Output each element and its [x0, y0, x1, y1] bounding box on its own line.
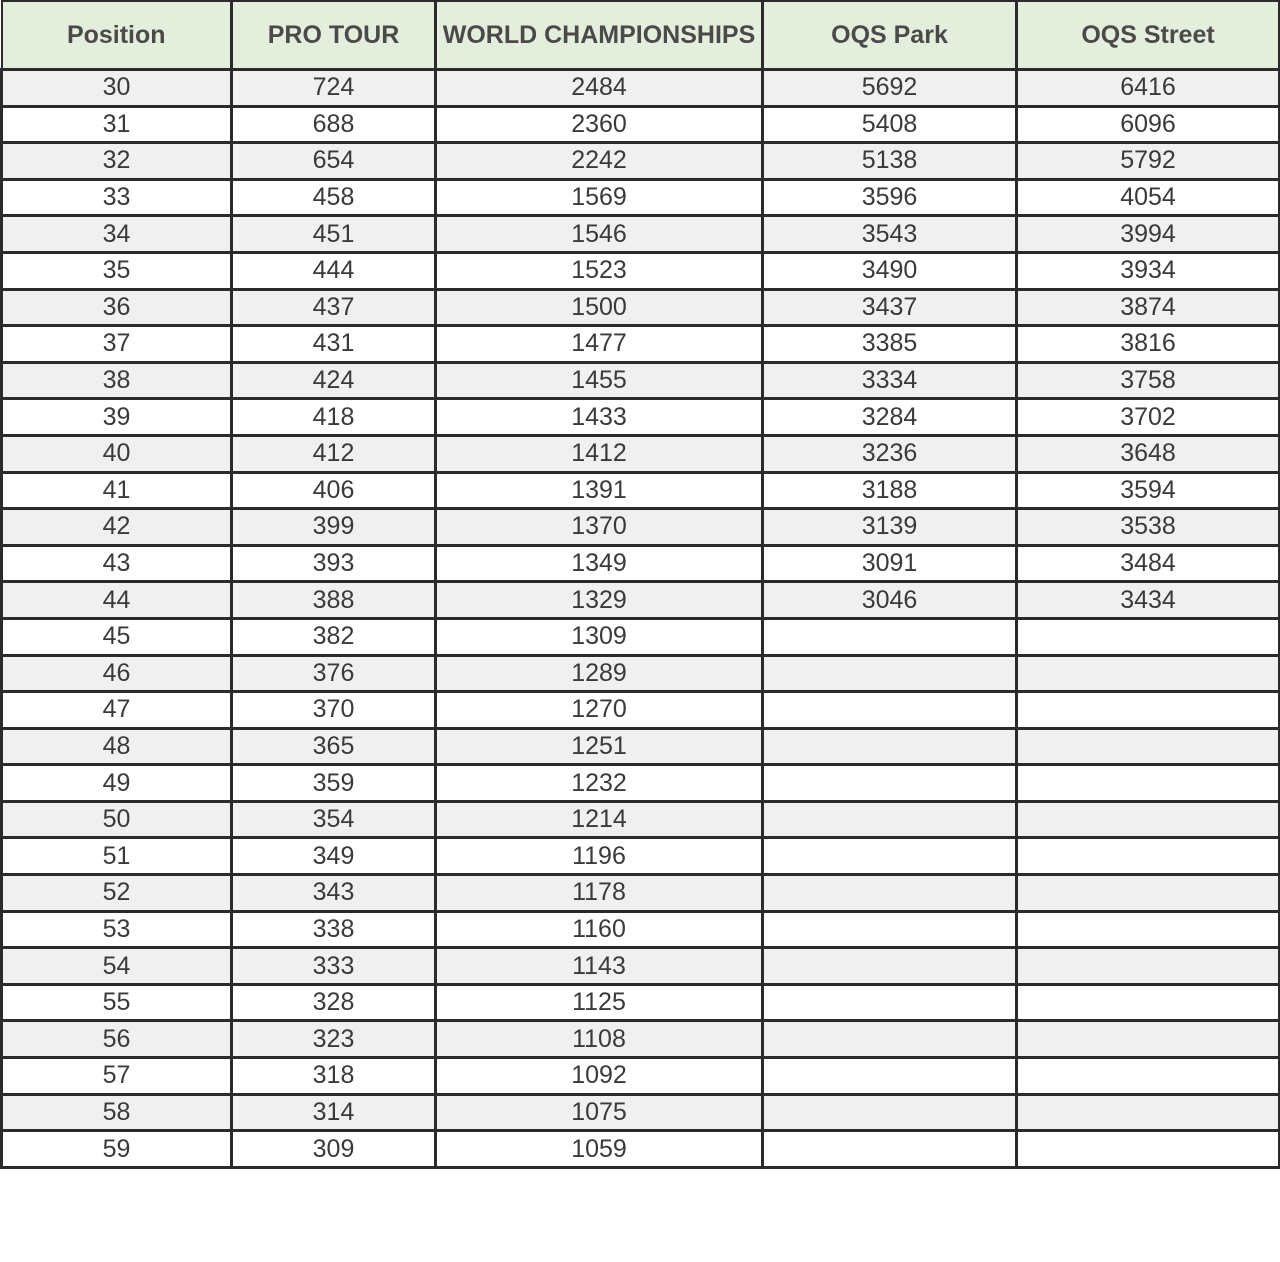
- world-championships-cell: 1125: [436, 984, 763, 1021]
- world-championships-cell: 1289: [436, 655, 763, 692]
- position-cell: 52: [2, 875, 232, 912]
- table-row: [2, 582, 1280, 619]
- table-row: [2, 948, 1280, 985]
- header-row: [2, 1, 1280, 70]
- oqs-street-cell: 3994: [1017, 216, 1280, 253]
- oqs-park-cell: 3490: [763, 252, 1017, 289]
- position-cell: 46: [2, 655, 232, 692]
- oqs-street-cell: [1017, 655, 1280, 692]
- oqs-street-cell: 3648: [1017, 435, 1280, 472]
- position-cell: 32: [2, 143, 232, 180]
- oqs-street-cell: [1017, 765, 1280, 802]
- world-championships-cell: 2242: [436, 143, 763, 180]
- pro-tour-cell: 354: [232, 801, 436, 838]
- world-championships-cell: 1309: [436, 618, 763, 655]
- oqs-street-cell: [1017, 1058, 1280, 1095]
- pro-tour-cell: 328: [232, 984, 436, 1021]
- position-cell: 47: [2, 692, 232, 729]
- oqs-park-cell: 3543: [763, 216, 1017, 253]
- pro-tour-cell: 376: [232, 655, 436, 692]
- world-championships-cell: 1143: [436, 948, 763, 985]
- oqs-park-cell: [763, 728, 1017, 765]
- position-cell: 40: [2, 435, 232, 472]
- oqs-park-cell: [763, 1131, 1017, 1168]
- world-championships-cell: 1059: [436, 1131, 763, 1168]
- position-cell: 31: [2, 106, 232, 143]
- position-cell: 57: [2, 1058, 232, 1095]
- pro-tour-cell: 418: [232, 399, 436, 436]
- oqs-park-cell: [763, 618, 1017, 655]
- oqs-park-cell: 3385: [763, 326, 1017, 363]
- pro-tour-cell: 318: [232, 1058, 436, 1095]
- world-championships-cell: 1477: [436, 326, 763, 363]
- table-row: [2, 399, 1280, 436]
- position-cell: 44: [2, 582, 232, 619]
- oqs-street-cell: [1017, 801, 1280, 838]
- world-championships-cell: 1433: [436, 399, 763, 436]
- pro-tour-cell: 412: [232, 435, 436, 472]
- oqs-park-cell: [763, 1021, 1017, 1058]
- pro-tour-cell: 399: [232, 509, 436, 546]
- position-cell: 39: [2, 399, 232, 436]
- oqs-park-cell: 5138: [763, 143, 1017, 180]
- position-cell: 59: [2, 1131, 232, 1168]
- oqs-street-cell: [1017, 728, 1280, 765]
- position-cell: 35: [2, 252, 232, 289]
- world-championships-cell: 1569: [436, 179, 763, 216]
- table-row: [2, 618, 1280, 655]
- oqs-street-cell: 3934: [1017, 252, 1280, 289]
- pro-tour-cell: 323: [232, 1021, 436, 1058]
- position-cell: 34: [2, 216, 232, 253]
- world-championships-cell: 1270: [436, 692, 763, 729]
- world-championships-cell: 1370: [436, 509, 763, 546]
- oqs-street-cell: 3538: [1017, 509, 1280, 546]
- pro-tour-cell: 458: [232, 179, 436, 216]
- table-row: [2, 1021, 1280, 1058]
- oqs-park-cell: [763, 1058, 1017, 1095]
- oqs-park-cell: [763, 875, 1017, 912]
- position-cell: 50: [2, 801, 232, 838]
- table-row: [2, 509, 1280, 546]
- pro-tour-cell: 444: [232, 252, 436, 289]
- oqs-street-cell: [1017, 948, 1280, 985]
- oqs-park-cell: [763, 838, 1017, 875]
- oqs-street-cell: 3874: [1017, 289, 1280, 326]
- position-cell: 33: [2, 179, 232, 216]
- oqs-park-cell: 5692: [763, 70, 1017, 107]
- pro-tour-cell: 382: [232, 618, 436, 655]
- oqs-park-cell: 3596: [763, 179, 1017, 216]
- oqs-park-cell: [763, 948, 1017, 985]
- table-row: [2, 472, 1280, 509]
- header-position: Position: [2, 1, 232, 70]
- oqs-park-cell: 3284: [763, 399, 1017, 436]
- oqs-park-cell: [763, 765, 1017, 802]
- pro-tour-cell: 365: [232, 728, 436, 765]
- pro-tour-cell: 393: [232, 545, 436, 582]
- position-cell: 37: [2, 326, 232, 363]
- pro-tour-cell: 406: [232, 472, 436, 509]
- table-row: [2, 984, 1280, 1021]
- world-championships-cell: 1349: [436, 545, 763, 582]
- pro-tour-cell: 437: [232, 289, 436, 326]
- table-row: [2, 875, 1280, 912]
- oqs-street-cell: [1017, 618, 1280, 655]
- oqs-street-cell: [1017, 1131, 1280, 1168]
- table-row: [2, 1094, 1280, 1131]
- world-championships-cell: 1391: [436, 472, 763, 509]
- oqs-park-cell: [763, 984, 1017, 1021]
- table-row: [2, 326, 1280, 363]
- table-header: [2, 1, 1280, 70]
- position-cell: 45: [2, 618, 232, 655]
- world-championships-cell: 1455: [436, 362, 763, 399]
- oqs-street-cell: 3434: [1017, 582, 1280, 619]
- pro-tour-cell: 314: [232, 1094, 436, 1131]
- oqs-street-cell: [1017, 984, 1280, 1021]
- world-championships-cell: 1251: [436, 728, 763, 765]
- position-cell: 51: [2, 838, 232, 875]
- position-cell: 53: [2, 911, 232, 948]
- world-championships-cell: 2484: [436, 70, 763, 107]
- oqs-park-cell: [763, 801, 1017, 838]
- oqs-park-cell: 3236: [763, 435, 1017, 472]
- oqs-park-cell: 5408: [763, 106, 1017, 143]
- table-row: [2, 1131, 1280, 1168]
- table-row: [2, 692, 1280, 729]
- pro-tour-cell: 451: [232, 216, 436, 253]
- table-row: [2, 252, 1280, 289]
- oqs-street-cell: 5792: [1017, 143, 1280, 180]
- world-championships-cell: 1329: [436, 582, 763, 619]
- oqs-park-cell: [763, 655, 1017, 692]
- oqs-park-cell: 3139: [763, 509, 1017, 546]
- pro-tour-cell: 349: [232, 838, 436, 875]
- table-row: [2, 765, 1280, 802]
- oqs-street-cell: [1017, 692, 1280, 729]
- world-championships-cell: 1108: [436, 1021, 763, 1058]
- position-cell: 49: [2, 765, 232, 802]
- pro-tour-cell: 359: [232, 765, 436, 802]
- table-row: [2, 216, 1280, 253]
- table-row: [2, 911, 1280, 948]
- oqs-street-cell: [1017, 911, 1280, 948]
- header-pro-tour: PRO TOUR: [232, 1, 436, 70]
- world-championships-cell: 1546: [436, 216, 763, 253]
- position-cell: 30: [2, 70, 232, 107]
- table-row: [2, 838, 1280, 875]
- table-row: [2, 435, 1280, 472]
- oqs-street-cell: 3816: [1017, 326, 1280, 363]
- pro-tour-cell: 333: [232, 948, 436, 985]
- header-oqs-park: OQS Park: [763, 1, 1017, 70]
- world-championships-cell: 2360: [436, 106, 763, 143]
- oqs-street-cell: [1017, 1094, 1280, 1131]
- table-row: [2, 545, 1280, 582]
- pro-tour-cell: 338: [232, 911, 436, 948]
- pro-tour-cell: 431: [232, 326, 436, 363]
- oqs-street-cell: 6416: [1017, 70, 1280, 107]
- table-row: [2, 143, 1280, 180]
- oqs-park-cell: 3437: [763, 289, 1017, 326]
- oqs-park-cell: 3334: [763, 362, 1017, 399]
- world-championships-cell: 1523: [436, 252, 763, 289]
- pro-tour-cell: 724: [232, 70, 436, 107]
- position-cell: 42: [2, 509, 232, 546]
- oqs-park-cell: 3188: [763, 472, 1017, 509]
- oqs-street-cell: [1017, 875, 1280, 912]
- oqs-park-cell: [763, 692, 1017, 729]
- header-world-championships: WORLD CHAMPIONSHIPS: [436, 1, 763, 70]
- world-championships-cell: 1196: [436, 838, 763, 875]
- world-championships-cell: 1500: [436, 289, 763, 326]
- table-row: [2, 362, 1280, 399]
- table-row: [2, 801, 1280, 838]
- position-cell: 41: [2, 472, 232, 509]
- table-row: [2, 70, 1280, 107]
- position-cell: 54: [2, 948, 232, 985]
- pro-tour-cell: 343: [232, 875, 436, 912]
- position-cell: 43: [2, 545, 232, 582]
- oqs-street-cell: 3702: [1017, 399, 1280, 436]
- oqs-park-cell: 3046: [763, 582, 1017, 619]
- pro-tour-cell: 388: [232, 582, 436, 619]
- position-cell: 56: [2, 1021, 232, 1058]
- world-championships-cell: 1092: [436, 1058, 763, 1095]
- position-cell: 48: [2, 728, 232, 765]
- table-row: [2, 289, 1280, 326]
- table-row: [2, 106, 1280, 143]
- table-row: [2, 179, 1280, 216]
- oqs-park-cell: [763, 1094, 1017, 1131]
- pro-tour-cell: 370: [232, 692, 436, 729]
- pro-tour-cell: 309: [232, 1131, 436, 1168]
- pro-tour-cell: 424: [232, 362, 436, 399]
- oqs-street-cell: 4054: [1017, 179, 1280, 216]
- pro-tour-cell: 688: [232, 106, 436, 143]
- world-championships-cell: 1412: [436, 435, 763, 472]
- position-cell: 36: [2, 289, 232, 326]
- table-row: [2, 1058, 1280, 1095]
- world-championships-cell: 1232: [436, 765, 763, 802]
- position-cell: 58: [2, 1094, 232, 1131]
- world-championships-cell: 1178: [436, 875, 763, 912]
- header-oqs-street: OQS Street: [1017, 1, 1280, 70]
- table-body: [2, 70, 1280, 1168]
- pro-tour-cell: 654: [232, 143, 436, 180]
- table-row: [2, 728, 1280, 765]
- oqs-street-cell: [1017, 1021, 1280, 1058]
- oqs-street-cell: [1017, 838, 1280, 875]
- oqs-street-cell: 3758: [1017, 362, 1280, 399]
- oqs-park-cell: [763, 911, 1017, 948]
- world-championships-cell: 1075: [436, 1094, 763, 1131]
- world-championships-cell: 1160: [436, 911, 763, 948]
- table-row: [2, 655, 1280, 692]
- oqs-street-cell: 3484: [1017, 545, 1280, 582]
- oqs-park-cell: 3091: [763, 545, 1017, 582]
- position-cell: 55: [2, 984, 232, 1021]
- position-cell: 38: [2, 362, 232, 399]
- oqs-street-cell: 3594: [1017, 472, 1280, 509]
- world-championships-cell: 1214: [436, 801, 763, 838]
- oqs-street-cell: 6096: [1017, 106, 1280, 143]
